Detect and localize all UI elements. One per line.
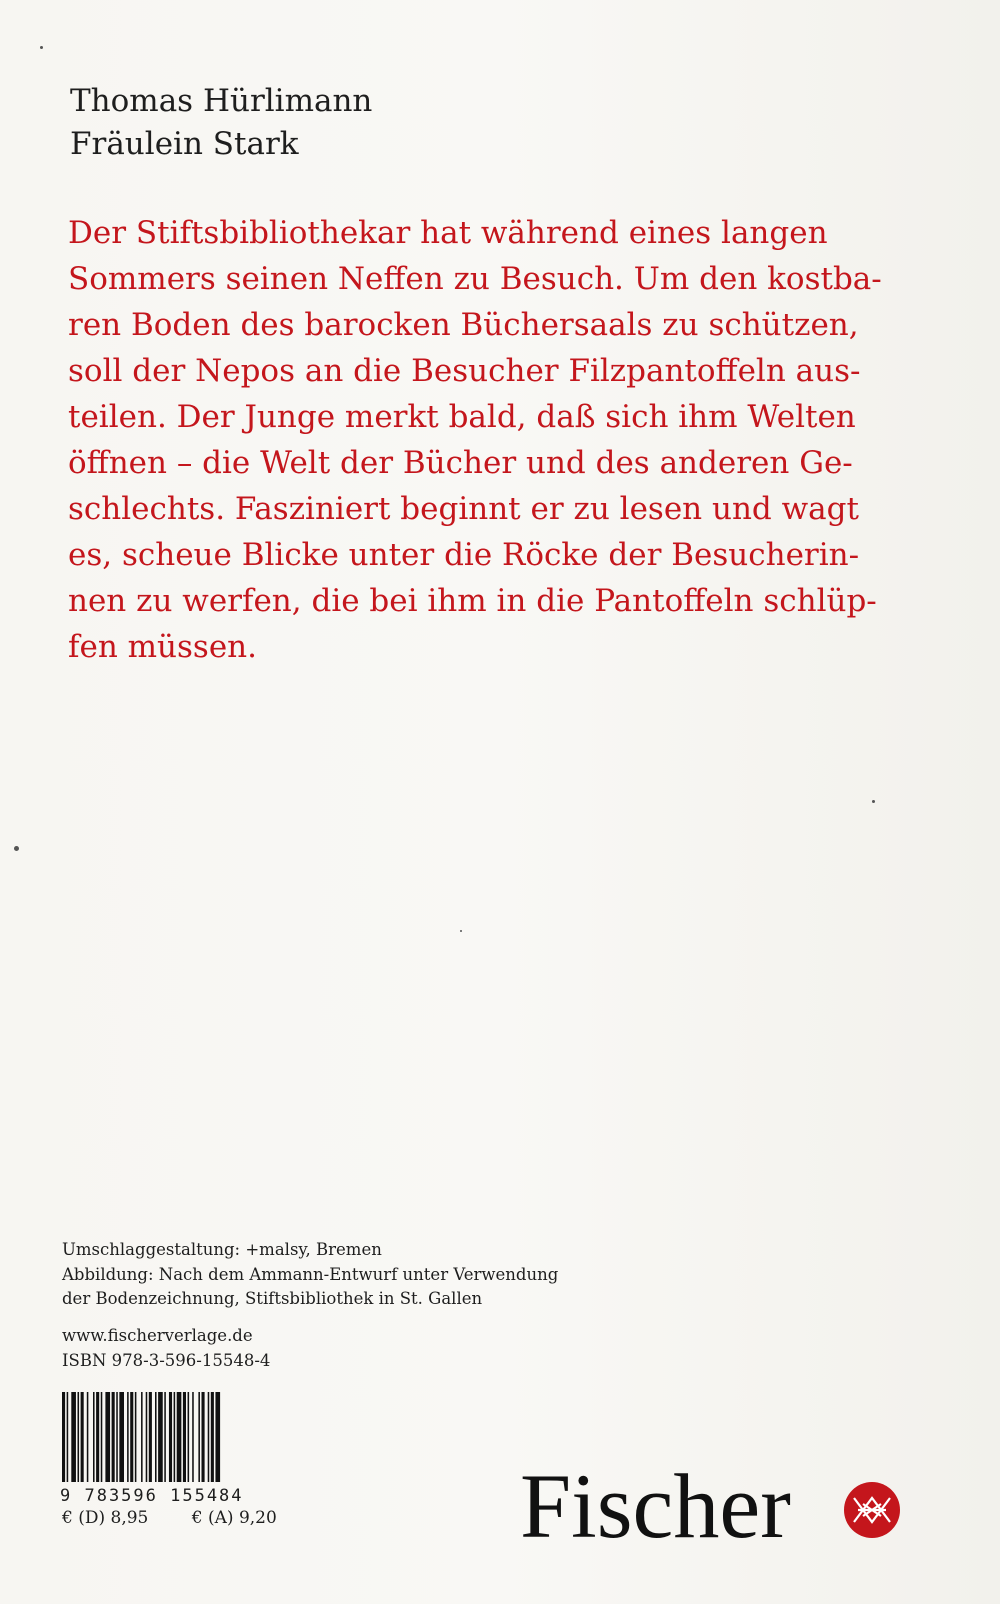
barcode-bars	[60, 1392, 292, 1482]
credits-block	[62, 1238, 558, 1312]
illustration-credit-line: Abbildung: Nach dem Ammann-Entwurf unter Verwendung	[62, 1264, 559, 1284]
blurb-text	[68, 210, 930, 670]
barcode-bar	[192, 1392, 194, 1482]
publisher-website: www.fischerverlage.de	[62, 1326, 253, 1345]
barcode-bar	[146, 1392, 148, 1482]
price-austria: € (A) 9,20	[191, 1508, 277, 1528]
barcode-bar	[112, 1392, 115, 1482]
blurb-line: schlechts. Fasziniert beginnt er zu lesen und wagt	[68, 491, 859, 527]
publisher-wordmark: Fischer	[520, 1455, 791, 1557]
barcode-bar	[169, 1392, 172, 1482]
barcode-bar	[96, 1392, 99, 1482]
isbn-number: ISBN 978-3-596-15548-4	[62, 1350, 271, 1370]
barcode	[60, 1392, 292, 1506]
barcode-bar	[208, 1392, 210, 1482]
paper-speck	[40, 46, 43, 49]
barcode-bar	[188, 1392, 190, 1482]
blurb-line: teilen. Der Junge merkt bald, daß sich ihm Welten	[68, 399, 856, 435]
barcode-bar	[93, 1392, 95, 1482]
barcode-bar	[164, 1392, 166, 1482]
barcode-bar	[174, 1392, 176, 1482]
barcode-digits: 9 783596 155484	[60, 1486, 244, 1506]
price-block	[62, 1508, 315, 1528]
fischer-fish-logo-icon	[842, 1480, 902, 1540]
barcode-bar	[155, 1392, 157, 1482]
blurb-line: nen zu werfen, die bei ihm in die Pantoffeln schlüp-	[68, 583, 877, 619]
blurb-line: fen müssen.	[68, 629, 257, 665]
paper-speck	[460, 930, 462, 932]
barcode-bar	[130, 1392, 133, 1482]
barcode-bar	[62, 1392, 65, 1482]
web-isbn-block	[62, 1324, 270, 1373]
paper-speck	[14, 846, 19, 851]
barcode-bar	[78, 1392, 80, 1482]
barcode-bar	[127, 1392, 129, 1482]
blurb-line: öffnen – die Welt der Bücher und des anderen Ge-	[68, 445, 853, 481]
barcode-bar	[215, 1392, 220, 1482]
barcode-bar	[149, 1392, 152, 1482]
illustration-credit-line: der Bodenzeichnung, Stiftsbibliothek in St. Gallen	[62, 1289, 483, 1308]
barcode-bar	[105, 1392, 110, 1482]
price-germany: € (D) 8,95	[62, 1508, 149, 1528]
barcode-bar	[101, 1392, 103, 1482]
barcode-bar	[87, 1392, 89, 1482]
barcode-bar	[141, 1392, 143, 1482]
blurb-line: es, scheue Blicke unter die Röcke der Besucherin-	[68, 537, 860, 573]
author-title-block	[70, 80, 372, 166]
blurb-line: ren Boden des barocken Büchersaals zu schützen,	[68, 307, 859, 343]
blurb-line: Der Stiftsbibliothekar hat während eines langen	[68, 215, 828, 251]
barcode-bar	[67, 1392, 69, 1482]
barcode-bar	[183, 1392, 186, 1482]
barcode-bar	[198, 1392, 200, 1482]
paper-speck	[872, 800, 875, 803]
author-name: Thomas Hürlimann	[70, 83, 373, 119]
barcode-bar	[119, 1392, 124, 1482]
barcode-bar	[135, 1392, 137, 1482]
barcode-bar	[177, 1392, 182, 1482]
barcode-bar	[158, 1392, 163, 1482]
blurb-line: soll der Nepos an die Besucher Filzpantoffeln aus-	[68, 353, 861, 389]
barcode-bar	[71, 1392, 76, 1482]
barcode-bar	[116, 1392, 118, 1482]
book-title: Fräulein Stark	[70, 126, 299, 162]
cover-design-credit: Umschlaggestaltung: +malsy, Bremen	[62, 1240, 382, 1259]
blurb-line: Sommers seinen Neffen zu Besuch. Um den kostba-	[68, 261, 882, 297]
barcode-bar	[211, 1392, 214, 1482]
barcode-bar	[202, 1392, 205, 1482]
barcode-bar	[81, 1392, 84, 1482]
